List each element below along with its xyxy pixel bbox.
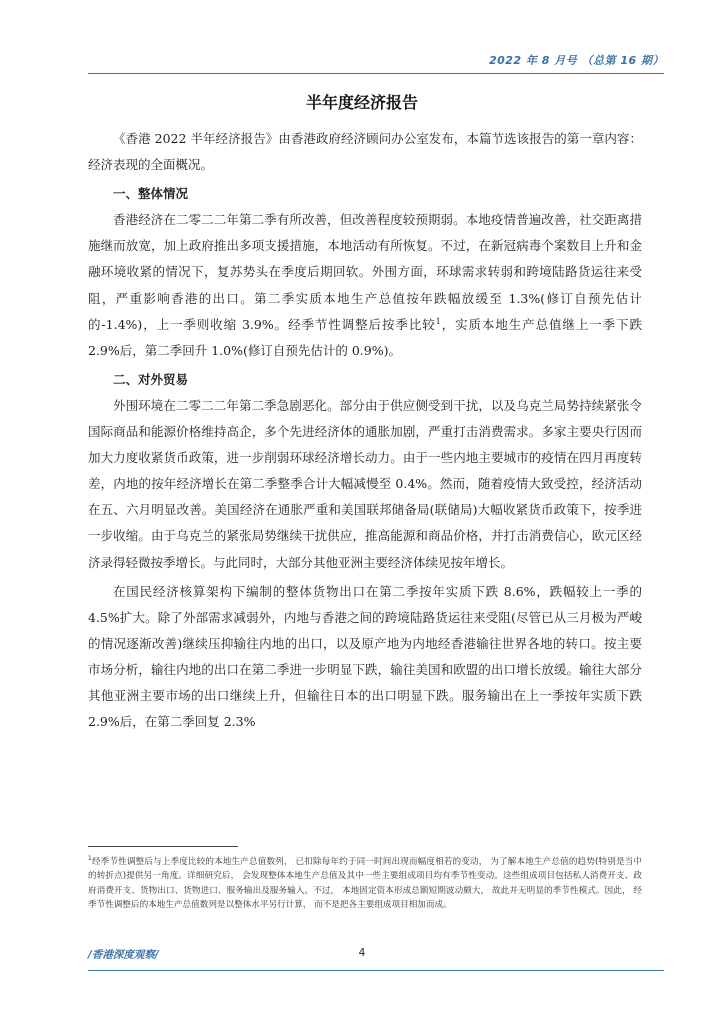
footer-brand: /香港深度观察/ [88, 949, 159, 961]
overall-text-a: 香港经济在二零二二年第二季有所改善，但改善程度较预期弱。本地疫情普遍改善，社交距离措施继而放宽，加上政府推出多项支援措施，本地活动有所恢复。不过，在新冠病毒个案数目上升和金融环境收紧的情况下，复苏势头在季度后期回软。外围方面，环球需求转弱和跨境陆路货运往来受阻，严重影响香港的出口。第二季实质本地生产总值按年跌幅放缓至 1.3%(修订自预先估计的-1.4%)，上一季则收缩 3.9%。经季节性调整后按季比较 [88, 212, 642, 332]
intro-paragraph: 《香港 2022 半年经济报告》由香港政府经济顾问办公室发布，本篇节选该报告的第一章内容：经济表现的全面概况。 [88, 131, 642, 173]
section-heading-trade: 二、对外贸易 [113, 371, 189, 387]
article-body [88, 126, 642, 735]
page-title: 半年度经济报告 [305, 93, 418, 112]
overall-text-b: ，实质本地生产总值继上一季下跌 2.9%后，第二季回升 1.0%(修订自预先估计的 0.9%)。 [88, 316, 642, 358]
footnote-divider [88, 846, 238, 847]
issue-header: 2022 年 8 月号 （总第 16 期） [488, 54, 664, 67]
trade-paragraph-2: 在国民经济核算架构下编制的整体货物出口在第二季按年实质下跌 8.6%，跌幅较上一季的 4.5%扩大。除了外部需求减弱外，内地与香港之间的跨境陆路货运往来受阻(尽管已从三月极为严峻的情况逐渐改善)继续压抑输往内地的出口，以及原产地为内地经香港输往世界各地的转口。按主要市场分析，输往内地的出口在第二季进一步明显下跌，输往美国和欧盟的出口增长放缓。输往大部分其他亚洲主要市场的出口继续上升，但输往日本的出口明显下跌。服务输出在上一季按年实质下跌 2.9%后，在第二季回复 2.3% [88, 583, 642, 730]
footnote-text: 经季节性调整后与上季度比较的本地生产总值数列， 已扣除每年约于同一时间出现而幅度相若的变动， 为了解本地生产总值的趋势(特别是当中的转折点)提供另一角度。详细研究后， 会发现整体本地生产总值及其中一些主要组成项目均有季节性变动。这些组成项目包括私人消费开支、政府消费开支、货物出口、货物进口、服务输出及服务输入。不过， 本地固定资本形成总额短期波动颇大， 故此并无明显的季节性模式。因此， 经季节性调整后的本地生产总值数列是以整体水平另行计算， 而不是把各主要组成项目相加而成。 [88, 857, 642, 911]
section-heading-overall: 一、整体情况 [113, 186, 189, 202]
overall-paragraph [88, 207, 642, 364]
footnote [88, 855, 642, 913]
footnote-marker: 1 [88, 855, 92, 863]
trade-paragraph-1: 外围环境在二零二二年第二季急剧恶化。部分由于供应侧受到干扰，以及乌克兰局势持续紧张令国际商品和能源价格维持高企，多个先进经济体的通胀加剧，严重打击消费需求。多家主要央行因而加大力度收紧货币政策，进一步削弱环球经济增长动力。由于一些内地主要城市的疫情在四月再度转差，内地的按年经济增长在第二季整季合计大幅减慢至 0.4%。然而，随着疫情大致受控，经济活动在五、六月明显改善。美国经济在通胀严重和美国联邦储备局(联储局)大幅收紧货币政策下，按季进一步收缩。由于乌克兰的紧张局势继续干扰供应，推高能源和商品价格，并打击消费信心，欧元区经济录得轻微按季增长。与此同时，大部分其他亚洲主要经济体续见按年增长。 [88, 397, 642, 570]
page-number: 4 [358, 947, 366, 959]
footer-rule [88, 970, 664, 971]
header-rule [88, 73, 664, 74]
footnote-ref[interactable]: 1 [435, 316, 441, 326]
